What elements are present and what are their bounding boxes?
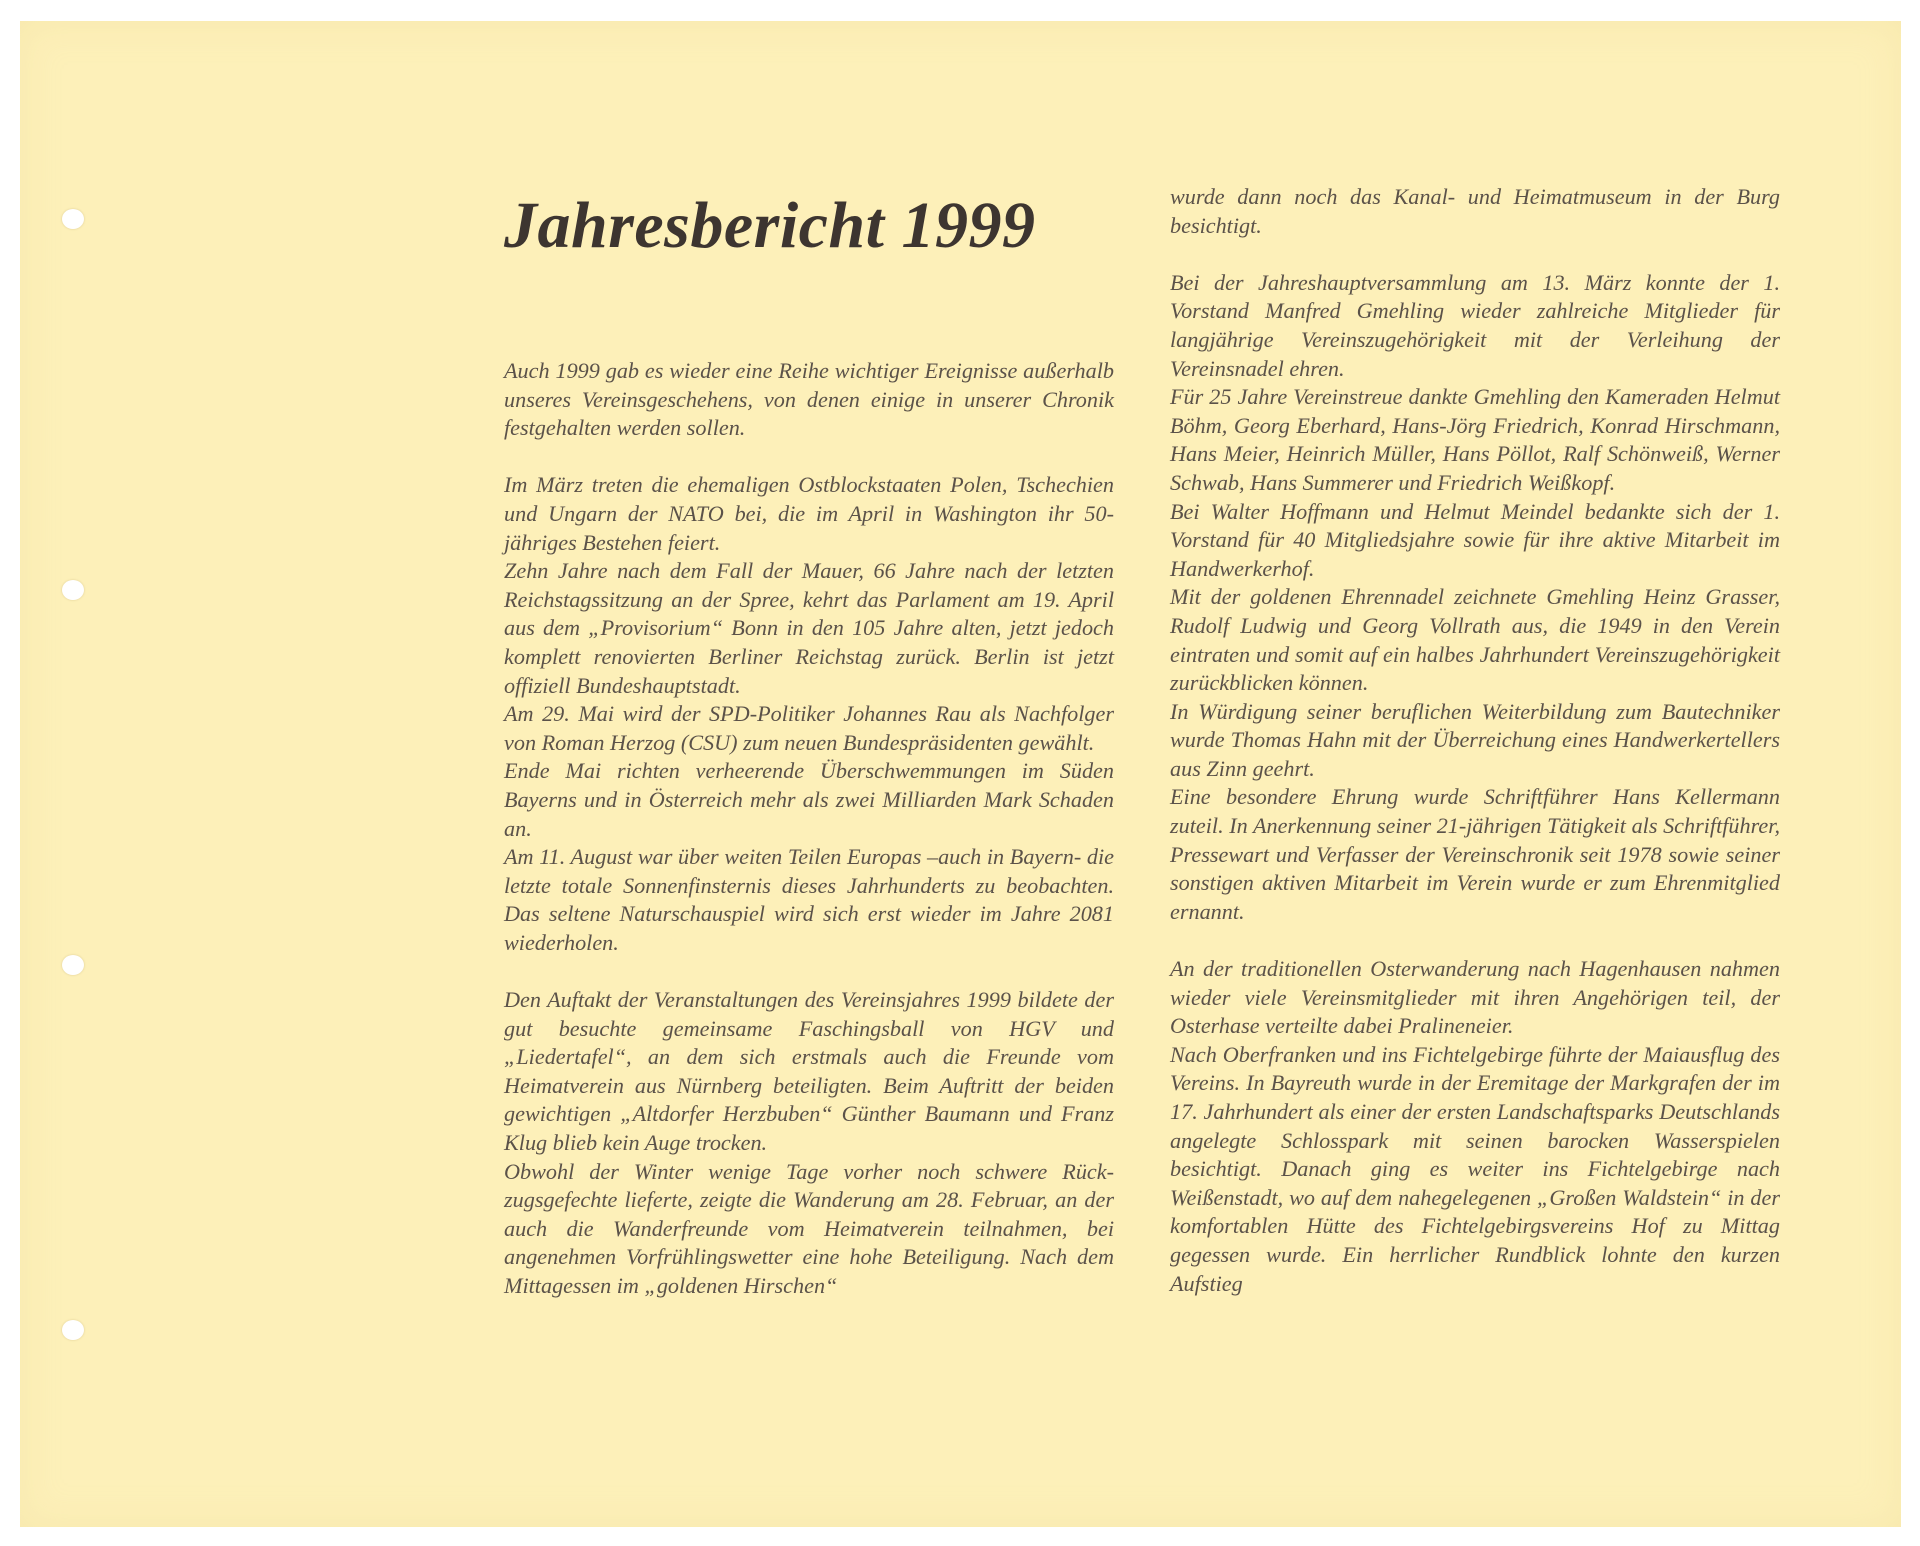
paragraph-sonnenfinsternis: Am 11. August war über weiten Teilen Europas –auch in Bayern- die letzte totale Sonnenfinsternis dieses Jahrhunderts zu beobachten. Das seltene Naturschauspiel wird sich erst wieder im Jahre 2081 wiederholen. — [504, 844, 1114, 955]
paragraph-faschingsball: Den Auftakt der Veranstaltungen des Vereinsjahres 1999 bildete der gut besuchte gemeinsame Faschingsball von HGV und „Liedertafel“, an dem sich erstmals auch die Freunde vom Heimatverein aus Nürnberg beteiligten. Beim Auftritt der beiden gewichtigen „Altdorfer Herzbuben“ Günther Baumann und Franz Klug blieb kein Auge trocken. — [504, 987, 1114, 1156]
paragraph-gap — [504, 957, 1114, 986]
punch-hole-icon — [62, 1320, 84, 1340]
paragraph-osterwanderung: An der traditionellen Osterwanderung nach Hagenhausen nahmen wieder viele Vereinsmitglieder mit ihren Angehörigen teil, der Osterhase verteilte dabei Pralineneier. — [1170, 956, 1780, 1039]
paragraph-goldene-ehrennadel: Mit der goldenen Ehrennadel zeichnete Gmehling Heinz Grasser, Rudolf Ludwig und Georg Vollrath aus, die 1949 in den Verein eintraten und somit auf ein halbes Jahrhundert Vereinszugehörigkeit zurückblicken können. — [1170, 584, 1780, 696]
paragraph-weiterbildung: In Würdigung seiner beruflichen Weiterbildung zum Bautechniker wurde Thomas Hahn mit der Überreichung eines Handwerkertellers aus Zinn geehrt. — [1170, 698, 1780, 781]
document-page — [20, 21, 1901, 1527]
paragraph-hochwasser: Ende Mai richten verheerende Überschwemmungen im Süden Bayerns und in Österreich mehr als zwei Milliarden Mark Schaden an. — [504, 758, 1114, 841]
punch-hole-icon — [62, 209, 84, 229]
intro-paragraph: Auch 1999 gab es wieder eine Reihe wichtiger Ereignisse außerhalb unseres Vereinsgeschehens, von denen einige in unserer Chronik festgehalten werden sollen. — [504, 358, 1114, 441]
paragraph-ehrenmitglied: Eine besondere Ehrung wurde Schriftführer Hans Kellermann zuteil. In Anerkennung seiner 21-jährigen Tätigkeit als Schriftführer, Pressewart und Verfasser der Vereinschronik seit 1978 sowie seiner sonstigen aktiven Mitarbeit im Verein wurde er zum Ehrenmitglied ernannt. — [1170, 784, 1780, 924]
punch-hole-icon — [62, 955, 84, 975]
paragraph-nato: Im März treten die ehemaligen Ostblockstaaten Polen, Tschechien und Ungarn der NATO bei, die im April in Washington ihr 50-jähriges Bestehen feiert. — [504, 472, 1114, 555]
paragraph-museum: wurde dann noch das Kanal- und Heimatmuseum in der Burg besichtigt. — [1170, 184, 1780, 238]
left-column — [504, 357, 1114, 1301]
paragraph-bundespraesident: Am 29. Mai wird der SPD-Politiker Johannes Rau als Nachfolger von Roman Herzog (CSU) zum neuen Bundespräsidenten gewählt. — [504, 701, 1114, 755]
paragraph-25-jahre: Für 25 Jahre Vereinstreue dankte Gmehling den Kameraden Helmut Böhm, Georg Eberhard, Hans-Jörg Friedrich, Konrad Hirschmann, Hans Meier, Heinrich Müller, Hans Pöllot, Ralf Schönweiß, Werner Schwab, Hans Summerer und Friedrich Weißkopf. — [1170, 384, 1780, 495]
page-title: Jahresbericht 1999 — [504, 189, 1036, 262]
paragraph-maiausflug: Nach Oberfranken und ins Fichtelgebirge führte der Maiausflug des Vereins. In Bayreuth wurde in der Eremitage der Markgrafen der im 17. Jahrhundert als einer der ersten Landschaftsparks Deutschlands angelegte Schlosspark mit seinen barocken Wasserspielen besichtigt. Danach ging es weiter ins Fichtelgebirge nach Weißenstadt, wo auf dem nahegelegenen „Großen Waldstein“ in der komfortablen Hütte des Fichtelgebirgsvereins Hof zu Mittag gegessen wurde. Ein herrlicher Rundblick lohnte den kurzen Aufstieg — [1170, 1041, 1780, 1296]
paragraph-40-jahre: Bei Walter Hoffmann und Helmut Meindel bedankte sich der 1. Vorstand für 40 Mitgliedsjahre sowie für ihre aktive Mitarbeit im Handwerkerhof. — [1170, 498, 1780, 581]
right-column — [1170, 183, 1780, 1298]
paragraph-reichstag: Zehn Jahre nach dem Fall der Mauer, 66 Jahre nach der letzten Reichstagssitzung an der Spree, kehrt das Parlament am 19. April aus dem „Provisorium“ Bonn in den 105 Jahre alten, jetzt jedoch komplett renovierten Berliner Reichstag zurück. Berlin ist jetzt offiziell Bundeshauptstadt. — [504, 558, 1114, 698]
punch-hole-icon — [62, 580, 84, 600]
paragraph-gap — [1170, 240, 1780, 269]
paragraph-gap — [504, 443, 1114, 472]
paragraph-jahreshauptversammlung: Bei der Jahreshauptversammlung am 13. März konnte der 1. Vorstand Manfred Gmehling wieder zahlreiche Mitglieder für langjährige Vereinszugehörigkeit mit der Verleihung der Vereinsnadel ehren. — [1170, 269, 1780, 381]
paragraph-gap — [1170, 926, 1780, 955]
paragraph-wanderung: Obwohl der Winter wenige Tage vorher noch schwere Rückzugsgefechte lieferte, zeigte die Wanderung am 28. Februar, an der auch die Wanderfreunde vom Heimatverein teilnahmen, bei angenehmen Vorfrühlingswetter eine hohe Beteiligung. Nach dem Mittagessen im „goldenen Hirschen“ — [504, 1158, 1114, 1298]
